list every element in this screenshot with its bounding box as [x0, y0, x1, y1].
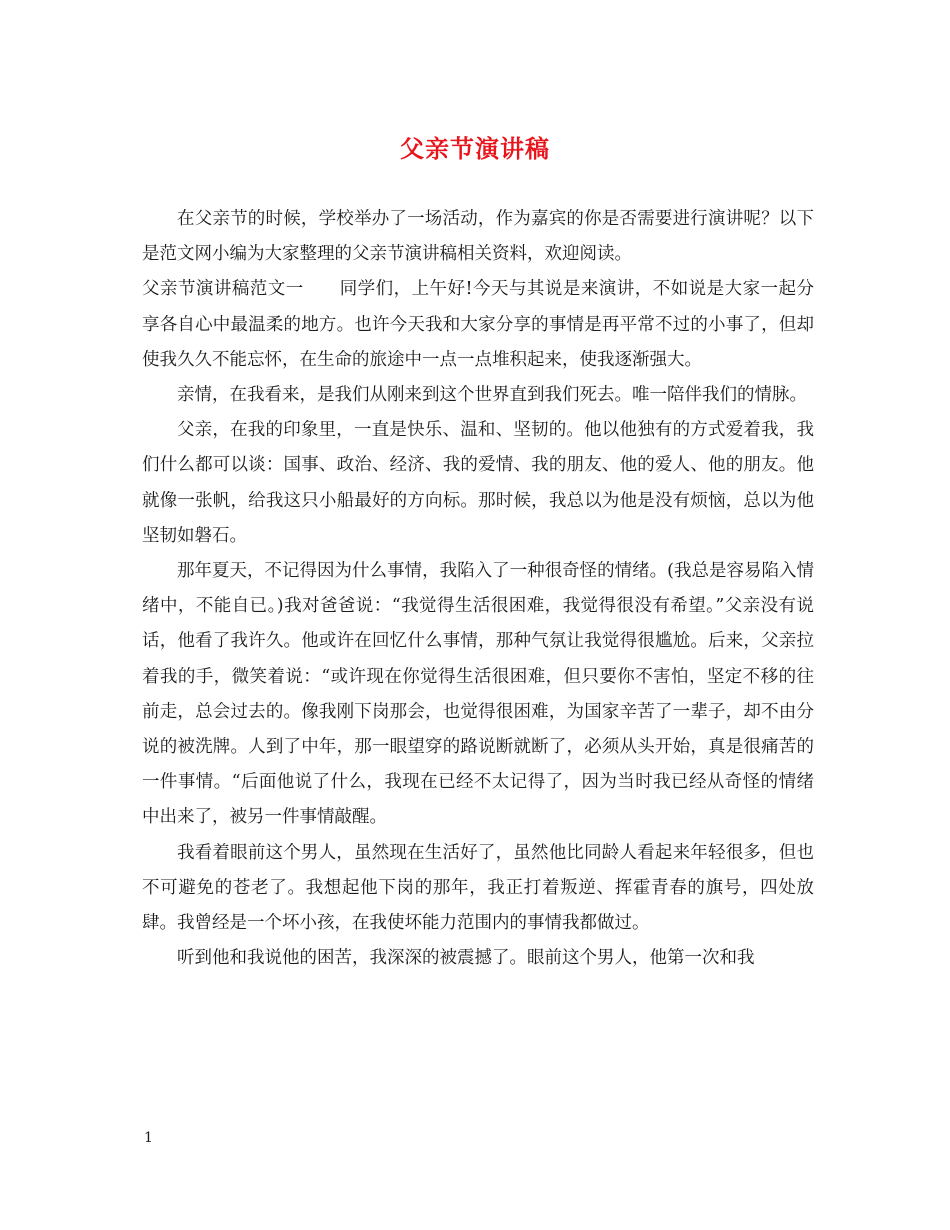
document-body [142, 202, 814, 976]
paragraph-intro: 在父亲节的时候，学校举办了一场活动，作为嘉宾的你是否需要进行演讲呢？以下是范文网小编为大家整理的父亲节演讲稿相关资料，欢迎阅读。 [142, 209, 814, 265]
paragraph-reflection: 我看着眼前这个男人，虽然现在生活好了，虽然他比同龄人看起来年轻很多，但也不可避免的苍老了。我想起他下岗的那年，我正打着叛逆、挥霍青春的旗号，四处放肆。我曾经是一个坏小孩，在我使坏能力范围内的事情我都做过。 [142, 842, 814, 934]
document-title: 父亲节演讲稿 [400, 134, 550, 163]
page-number: 1 [144, 1130, 153, 1146]
paragraph-father-impression: 父亲，在我的印象里，一直是快乐、温和、坚韧的。他以他独有的方式爱着我，我们什么都可以谈：国事、政治、经济、我的爱情、我的朋友、他的爱人、他的朋友。他就像一张帆，给我这只小船最好的方向标。那时候，我总以为他是没有烦恼，总以为他坚韧如磐石。 [142, 420, 814, 546]
paragraph-summer-memory: 那年夏天，不记得因为什么事情，我陷入了一种很奇怪的情绪。(我总是容易陷入情绪中，不能自已。)我对爸爸说：“我觉得生活很困难，我觉得很没有希望。”父亲没有说话，他看了我许久。他或许在回忆什么事情，那种气氛让我觉得很尴尬。后来，父亲拉着我的手，微笑着说：“或许现在你觉得生活很困难，但只要你不害怕，坚定不移的往前走，总会过去的。像我刚下岗那会，也觉得很困难，为国家辛苦了一辈子，却不由分说的被洗牌。人到了中年，那一眼望穿的路说断就断了，必须从头开始，真是很痛苦的一件事情。“后面他说了什么，我现在已经不太记得了，因为当时我已经从奇怪的情绪中出来了，被另一件事情敲醒。 [142, 561, 814, 828]
paragraph-speech-opening: 父亲节演讲稿范文一 同学们，上午好!今天与其说是来演讲，不如说是大家一起分享各自心中最温柔的地方。也许今天我和大家分享的事情是再平常不过的小事了，但却使我久久不能忘怀，在生命的旅途中一点一点堆积起来，使我逐渐强大。 [142, 279, 814, 370]
paragraph-family-love: 亲情，在我看来，是我们从刚来到这个世界直到我们死去。唯一陪伴我们的情脉。 [177, 385, 807, 406]
paragraph-shock: 听到他和我说他的困苦，我深深的被震撼了。眼前这个男人，他第一次和我 [177, 948, 755, 969]
